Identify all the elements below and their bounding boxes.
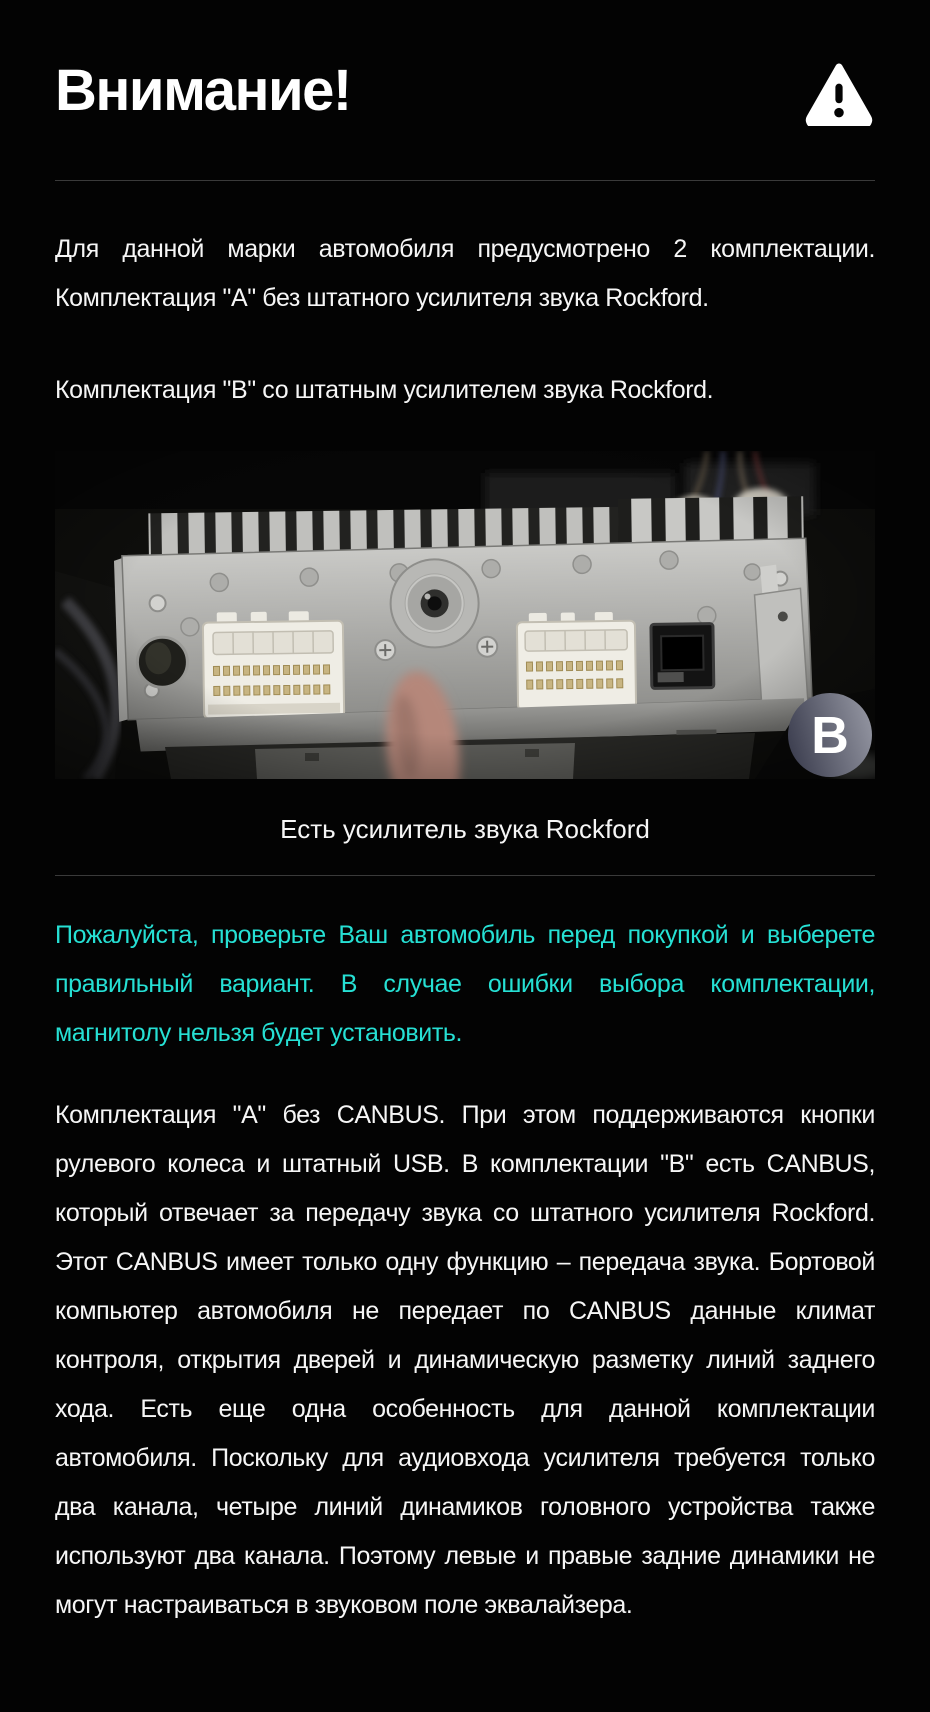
- head-unit-photo: [55, 451, 875, 779]
- divider-top: [55, 180, 875, 181]
- text-line: автомобиля. Поскольку для аудиовхода усилителя требуется только: [55, 1444, 875, 1472]
- text-line: Этот CANBUS имеет только одну функцию – передача звука. Бортовой: [55, 1248, 875, 1276]
- text-line: Пожалуйста, проверьте Ваш автомобиль перед покупкой и выберете: [55, 921, 875, 949]
- header: [55, 58, 875, 124]
- warning-triangle-icon: [803, 62, 875, 126]
- divider-middle: [55, 875, 875, 876]
- text-line: рулевого колеса и штатный USB. В комплектации "В" есть CANBUS,: [55, 1150, 875, 1178]
- text-line: компьютер автомобиля не передает по CANBUS данные климат: [55, 1297, 875, 1325]
- text-line: Комплектация "В" со штатным усилителем звука Rockford.: [55, 376, 714, 404]
- photo-caption: Есть усилитель звука Rockford: [280, 814, 650, 844]
- text-line: используют два канала. Поэтому левые и правые задние динамики не: [55, 1542, 875, 1570]
- variant-b-badge-label: B: [811, 707, 849, 765]
- text-line: Комплектация "А" без штатного усилителя звука Rockford.: [55, 284, 709, 312]
- text-line: правильный вариант. В случае ошибки выбора комплектации,: [55, 970, 875, 998]
- variant-b-badge: [788, 693, 872, 777]
- text-line: хода. Есть еще одна особенность для данной комплектации: [55, 1395, 875, 1423]
- page-title: Внимание!: [55, 58, 351, 123]
- text-line: который отвечает за передачу звука со штатного усилителя Rockford.: [55, 1199, 875, 1227]
- purchase-warning-paragraph: [55, 911, 875, 1058]
- intro-paragraph-b: [55, 366, 875, 415]
- text-line: контроля, открытия дверей и динамическую разметку линий заднего: [55, 1346, 875, 1374]
- details-paragraph: [55, 1091, 875, 1630]
- text-line: два канала, четыре линий динамиков головного устройства также: [55, 1493, 875, 1521]
- text-line: Комплектация "А" без CANBUS. При этом поддерживаются кнопки: [55, 1101, 875, 1129]
- photo-figure: [55, 451, 875, 854]
- text-line: магнитолу нельзя будет установить.: [55, 1019, 463, 1047]
- intro-paragraph-a: [55, 225, 875, 323]
- text-line: Для данной марки автомобиля предусмотрено 2 комплектации.: [55, 235, 875, 263]
- text-line: могут настраиваться в звуковом поле эквалайзера.: [55, 1591, 633, 1619]
